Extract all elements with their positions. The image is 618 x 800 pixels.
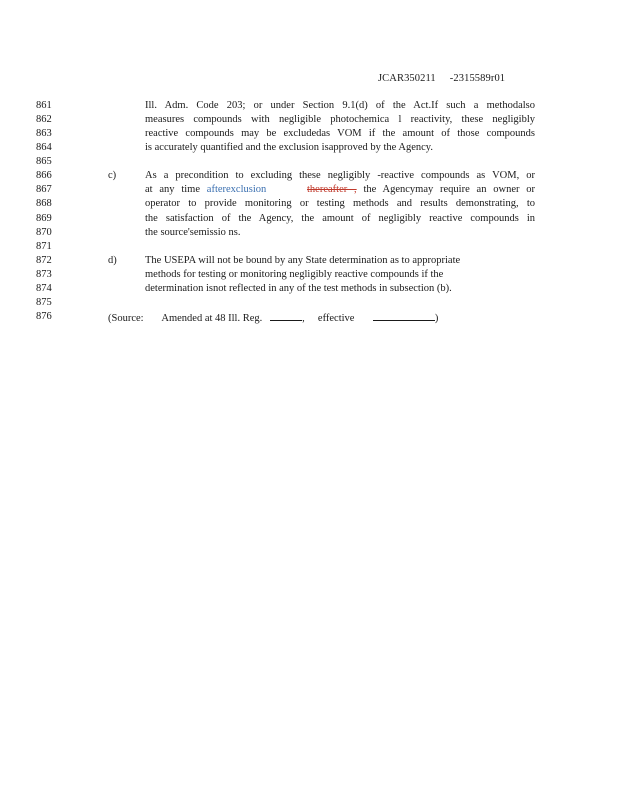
line-text: reactive compounds may be excludedas VOM if the amount of those compounds (145, 128, 535, 139)
revision-id: -2315589r01 (449, 73, 506, 84)
line-number: 867 (36, 184, 52, 195)
line-number: 864 (36, 142, 52, 153)
register-blank (270, 310, 302, 321)
text-segment: at any time (145, 184, 207, 195)
source-amended: Amended at 48 Ill. Reg. (161, 313, 263, 324)
effective-date-blank (373, 310, 435, 321)
line-number: 869 (36, 213, 52, 224)
line-text: measures compounds with negligible photochemica l reactivity, these negligibly (145, 114, 535, 125)
line-number: 873 (36, 269, 52, 280)
text-line-871 (0, 240, 618, 254)
text-line-865 (0, 155, 618, 169)
line-text: operator to provide monitoring or testing methods and results demonstrating, to (145, 198, 535, 209)
text-line-868 (0, 197, 618, 211)
line-text: methods for testing or monitoring negligibly reactive compounds if the (145, 269, 444, 280)
text-line-869 (0, 212, 618, 226)
line-number: 863 (36, 128, 52, 139)
deleted-text: thereafter , (307, 184, 357, 195)
text-line-862 (0, 113, 618, 127)
source-prefix: (Source: (108, 313, 144, 324)
text-line-872 (0, 254, 618, 268)
source-note (0, 310, 618, 324)
inserted-text: afterexclusion (206, 184, 267, 195)
line-text (145, 183, 535, 197)
line-number: 866 (36, 170, 52, 181)
source-comma: , (302, 313, 305, 324)
source-effective: effective (317, 313, 355, 324)
line-number: 875 (36, 297, 52, 308)
text-line-867 (0, 183, 618, 197)
line-number: 861 (36, 100, 52, 111)
text-segment: the Agencymay require an owner or (363, 184, 535, 195)
line-text: Ill. Adm. Code 203; or under Section 9.1(d) of the Act.If such a methodalso (145, 100, 535, 111)
line-number: 876 (36, 311, 52, 322)
line-number: 862 (36, 114, 52, 125)
line-text: the source'semissio ns. (145, 227, 241, 238)
subsection-label: c) (108, 170, 117, 181)
text-line-866 (0, 169, 618, 183)
text-line-873 (0, 268, 618, 282)
text-line-861 (0, 99, 618, 113)
line-number: 870 (36, 227, 52, 238)
line-number: 871 (36, 241, 52, 252)
document-id: JCAR350211 (378, 73, 436, 84)
source-line (108, 310, 438, 326)
text-line-874 (0, 282, 618, 296)
line-number: 868 (36, 198, 52, 209)
line-number: 874 (36, 283, 52, 294)
line-number: 872 (36, 255, 52, 266)
line-text: determination isnot reflected in any of the test methods in subsection (b). (145, 283, 452, 294)
page-header (378, 73, 505, 84)
text-line-864 (0, 141, 618, 155)
line-text: As a precondition to excluding these negligibly -reactive compounds as VOM, or (145, 170, 535, 181)
subsection-label: d) (108, 255, 117, 266)
text-line-863 (0, 127, 618, 141)
text-line-875 (0, 296, 618, 310)
text-line-870 (0, 226, 618, 240)
line-number: 865 (36, 156, 52, 167)
line-text: the satisfaction of the Agency, the amount of negligibly reactive compounds in (145, 213, 535, 224)
line-text: is accurately quantified and the exclusion isapproved by the Agency. (145, 142, 433, 153)
source-close: ) (434, 313, 439, 324)
line-text: The USEPA will not be bound by any State determination as to appropriate (145, 255, 461, 266)
